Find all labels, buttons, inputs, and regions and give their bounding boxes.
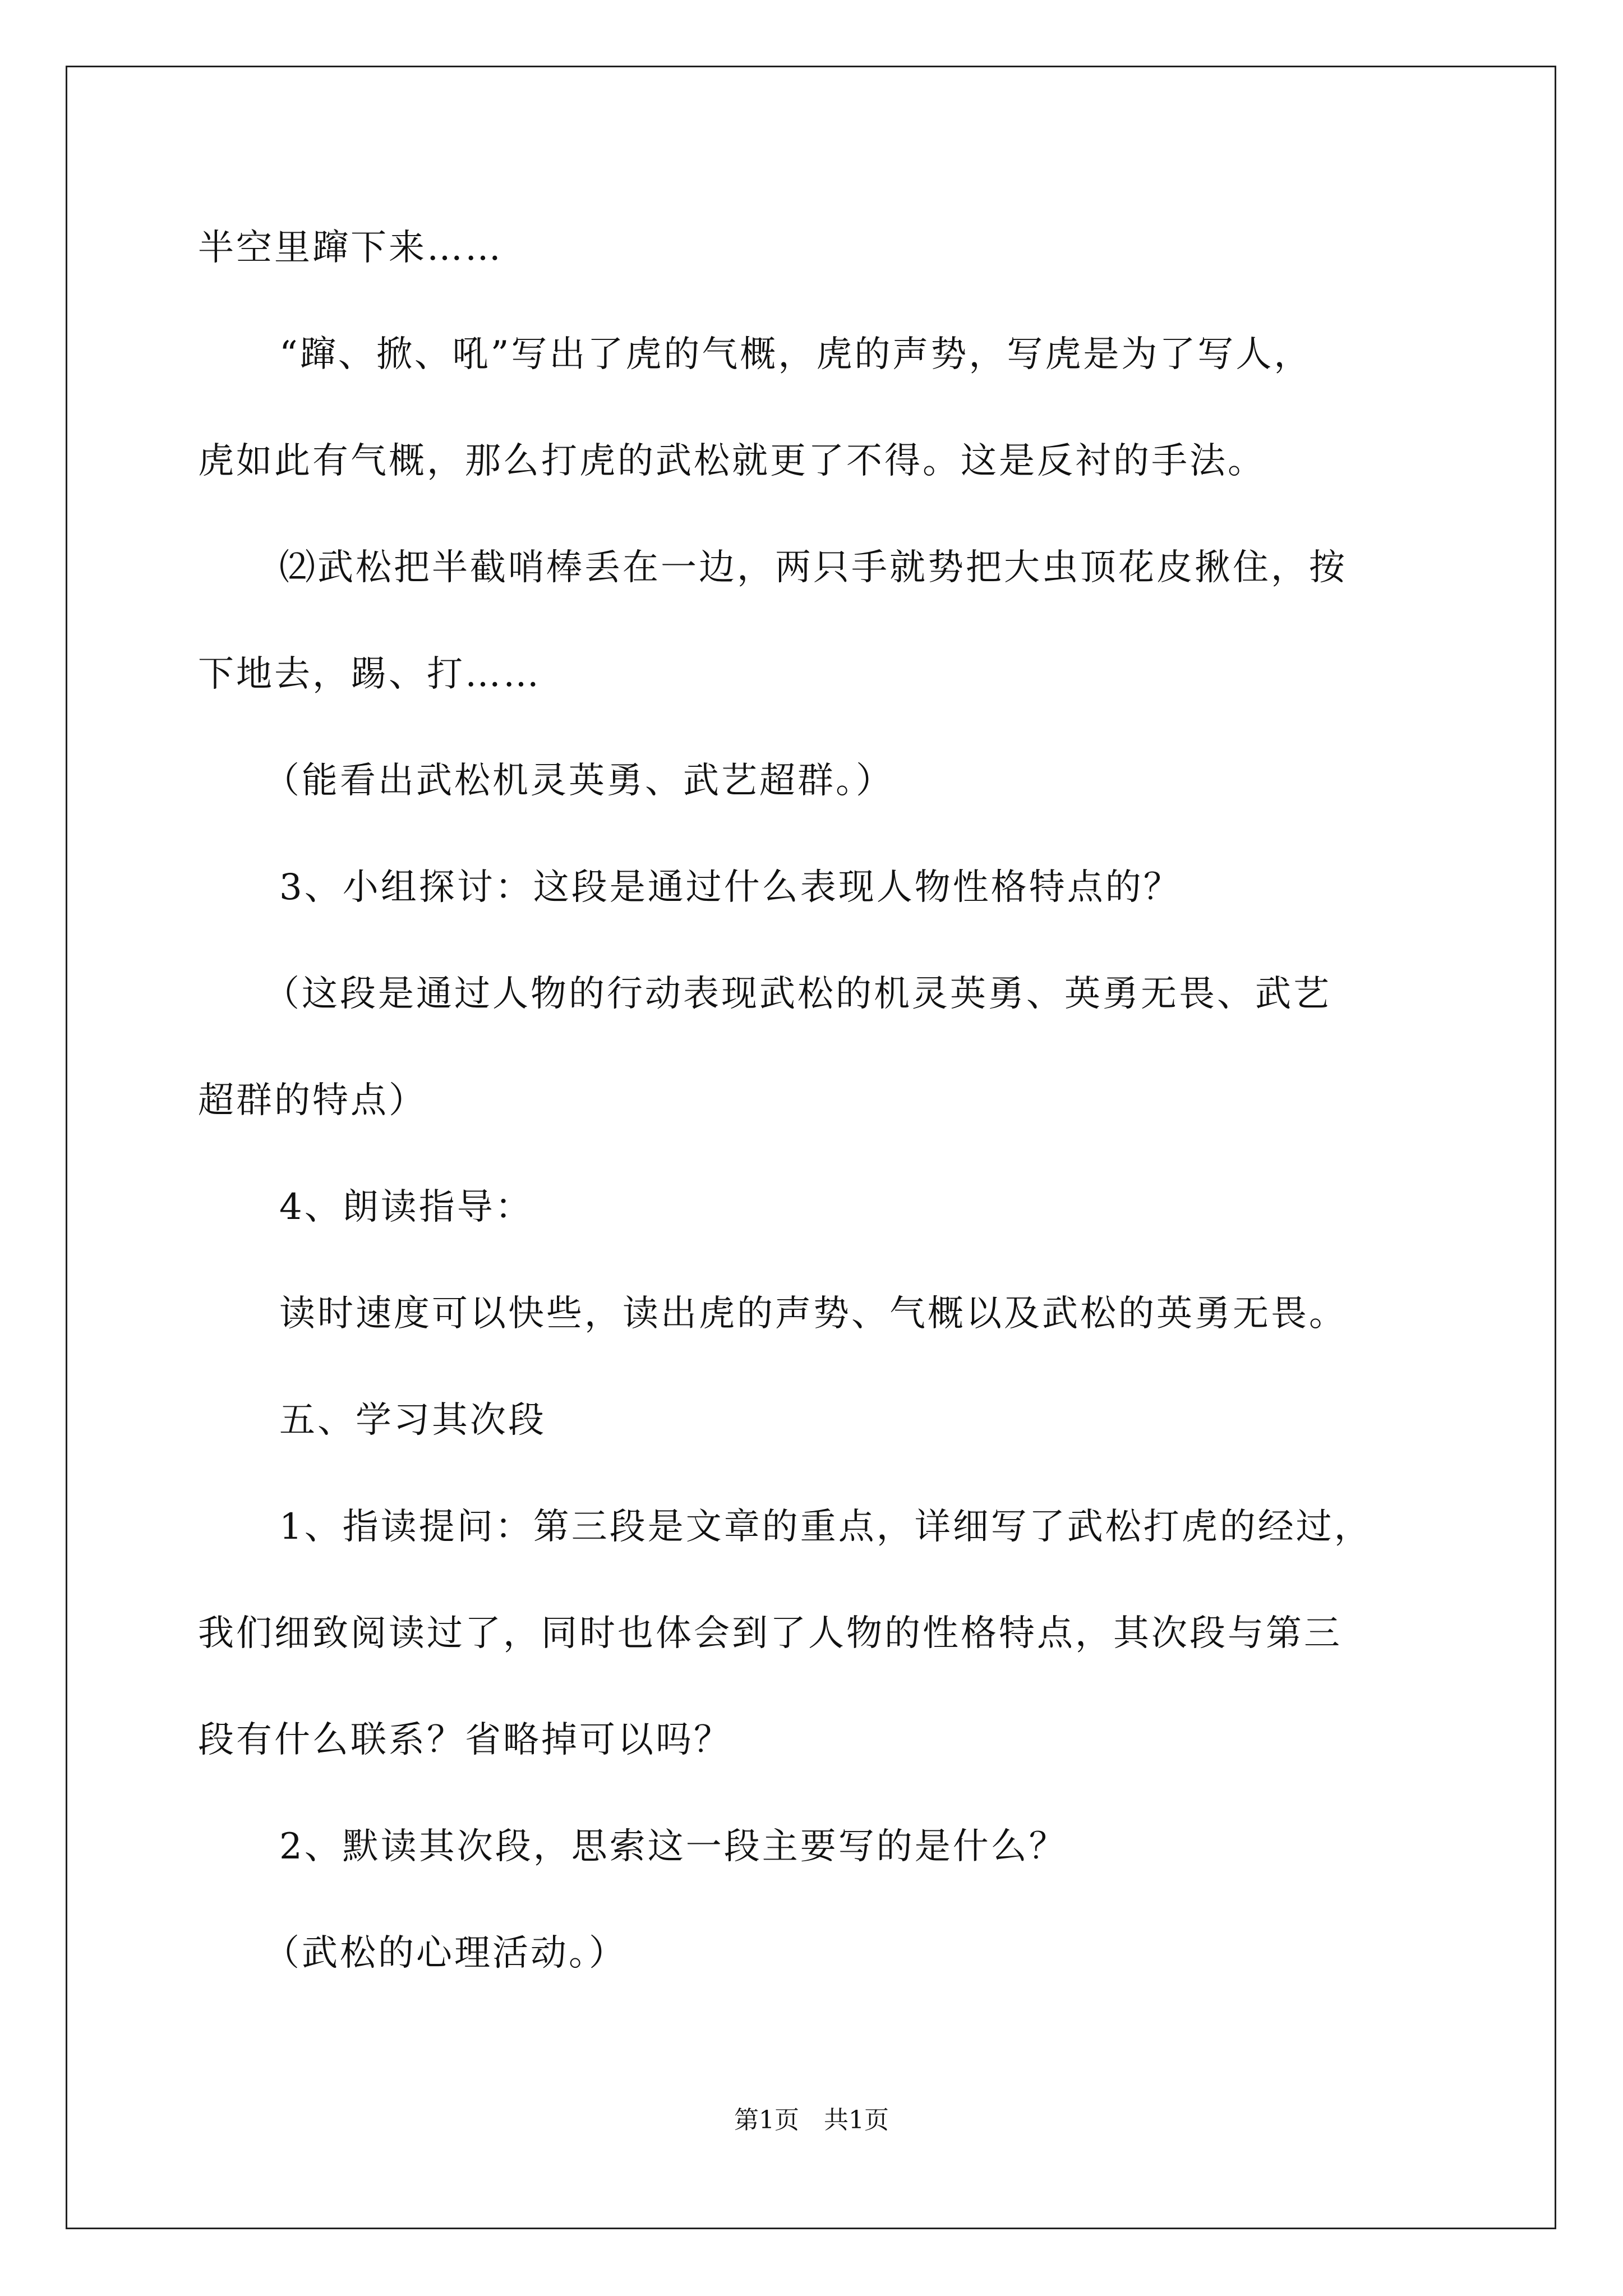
text-line-3: 虎如此有气概，那么打虎的武松就更了不得。这是反衬的手法。 (198, 440, 1266, 482)
text-line-15: 段有什么联系？省略掉可以吗？ (198, 1719, 732, 1761)
text-line-1: 半空里蹿下来…… (198, 227, 503, 269)
text-line-7: 3、小组探讨：这段是通过什么表现人物性格特点的？ (279, 867, 1182, 908)
text-line-16: 2、默读其次段，思索这一段主要写的是什么？ (279, 1826, 1067, 1867)
text-line-17: （武松的心理活动。） (264, 1932, 627, 1974)
text-line-6: （能看出武松机灵英勇、武艺超群。） (264, 760, 894, 802)
text-line-9: 超群的特点） (198, 1080, 427, 1121)
page-number-footer: 第1页 共1页 (734, 2106, 889, 2134)
page-border (66, 66, 1556, 2229)
text-line-2: “蹿、掀、吼”写出了虎的气概，虎的声势，写虎是为了写人， (279, 334, 1312, 375)
text-line-12: 五、学习其次段 (279, 1400, 546, 1441)
text-line-14: 我们细致阅读过了，同时也体会到了人物的性格特点，其次段与第三 (198, 1613, 1342, 1654)
text-line-4: ⑵武松把半截哨棒丢在一边，两只手就势把大虫顶花皮揪住，按 (279, 547, 1347, 588)
text-line-13: 1、指读提问：第三段是文章的重点，详细写了武松打虎的经过， (279, 1506, 1372, 1548)
text-line-10: 4、朗读指导： (279, 1186, 533, 1228)
text-line-11: 读时速度可以快些，读出虎的声势、气概以及武松的英勇无畏。 (279, 1293, 1347, 1335)
text-line-8: （这段是通过人物的行动表现武松的机灵英勇、英勇无畏、武艺 (264, 973, 1331, 1015)
text-line-5: 下地去，踢、打…… (198, 654, 541, 695)
